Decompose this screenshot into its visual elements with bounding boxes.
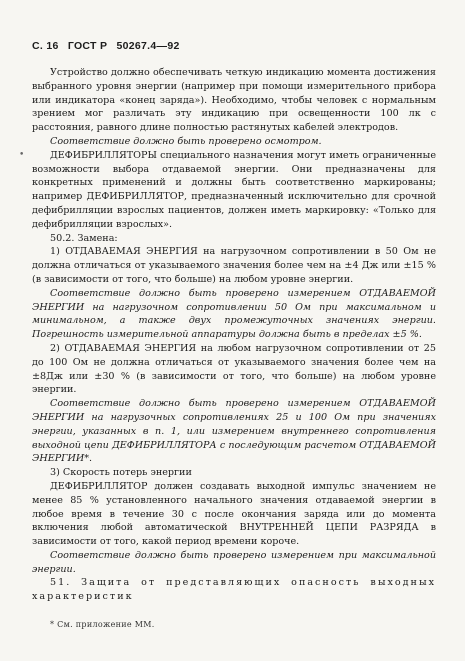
footnote: * См. приложение ММ. (50, 620, 155, 629)
body-paragraph: 3) Скорость потерь энергии (50, 467, 192, 479)
page-header (32, 40, 186, 52)
margin-mark: • (19, 150, 25, 160)
body-paragraph: 2) ОТДАВАЕМАЯ ЭНЕРГИЯ на любом нагрузочном сопротивлении от 25 до 100 Ом не должна отличаться от указываемого значения более чем на ±8Дж или ±30 % (в зависимости от того, что больше) на любом уровне энергии. (32, 342, 436, 396)
standard-label: ГОСТ Р (67, 40, 108, 52)
body-paragraph: Устройство должно обеспечивать четкую индикацию момента достижения выбранного уровня энергии (например при помощи измерительного прибора или индикатора «конец заряда»). Необходимо, чтобы человек с нормальным зрением мог различать эту индикацию при освещенности 100 лк с расстояния, равного длине полностью растянутых кабелей электродов. (32, 67, 436, 134)
page-number: С. 16 (32, 40, 59, 52)
body-paragraph: ДЕФИБРИЛЛЯТОР должен создавать выходной импульс значением не менее 85 % установленного начального значения отдаваемой энергии в любое время в течение 30 с после окончания заряда или до момента включения любой автоматической ВНУТРЕННЕЙ ЦЕПИ РАЗРЯДА в зависимости от того, какой период времени короче. (32, 480, 436, 548)
body-paragraph: 50.2. Замена: (50, 232, 118, 244)
compliance-paragraph: Соответствие должно быть проверено осмотром. (50, 135, 322, 147)
body-paragraph: 51. Защита от представляющих опасность выходных характеристик (32, 577, 436, 603)
standard-code: 50267.4—92 (116, 40, 180, 52)
compliance-paragraph: Соответствие должно быть проверено измерением при максимальной энергии. (32, 549, 436, 575)
body-paragraph: ДЕФИБРИЛЛЯТОРЫ специального назначения могут иметь ограниченные возможности выбора отдаваемой энергии. Они предназначены для конкретных применений и должны быть соответственно маркированы; например ДЕФИБРИЛЛЯТОР, предназначенный исключительно для срочной дефибрилляции взрослых пациентов, должен иметь маркировку: «Только для дефибрилляции взрослых». (32, 149, 436, 230)
body-paragraph: 1) ОТДАВАЕМАЯ ЭНЕРГИЯ на нагрузочном сопротивлении в 50 Ом не должна отличаться от указываемого значения более чем на ±4 Дж или ±15 % (в зависимости от того, что больше) на любом уровне энергии. (32, 246, 436, 285)
document-body (32, 66, 436, 604)
compliance-paragraph: Соответствие должно быть проверено измерением ОТДАВАЕМОЙ ЭНЕРГИИ на нагрузочном сопротивлении 50 Ом при максимальном и минимальном, а также двух промежуточных значениях энергии. Погрешность измерительной аппаратуры должна быть в пределах ±5 %. (32, 287, 436, 341)
compliance-paragraph: Соответствие должно быть проверено измерением ОТДАВАЕМОЙ ЭНЕРГИИ на нагрузочных сопротивлениях 25 и 100 Ом при значениях энергии, указанных в п. 1, или измерением внутреннего сопротивления выходной цепи ДЕФИБРИЛЛЯТОРА с последующим расчетом ОТДАВАЕМОЙ ЭНЕРГИИ*. (32, 398, 436, 465)
